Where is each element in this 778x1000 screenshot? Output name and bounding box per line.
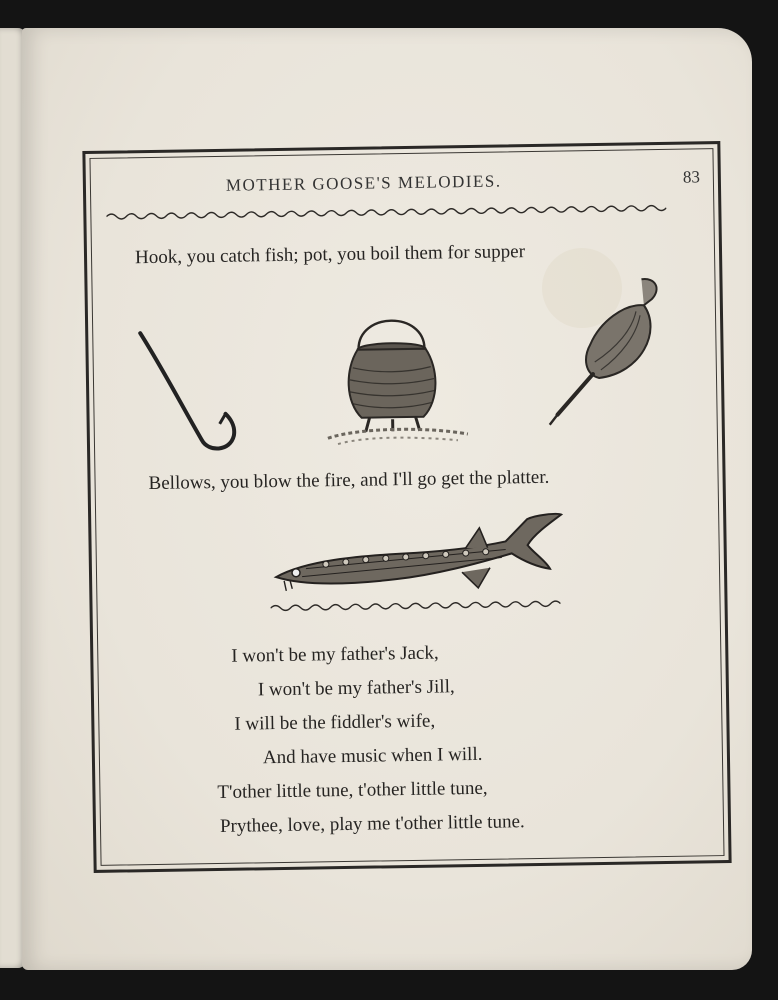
sturgeon-fish-icon (265, 511, 566, 606)
poem-line-6: Prythee, love, play me t'other little tune. (219, 811, 525, 837)
cooking-pot-icon (316, 308, 478, 450)
poem-line-1: I won't be my father's Jack, (231, 642, 439, 667)
caption-hook-pot: Hook, you catch fish; pot, you boil them for supper (134, 241, 526, 269)
fish-hook-icon (132, 328, 244, 460)
poem-line-4: And have music when I will. (262, 743, 483, 769)
book-page (22, 28, 752, 970)
poem-line-2: I won't be my father's Jill, (257, 676, 455, 701)
poem-line-3: I will be the fiddler's wife, (234, 710, 436, 735)
caption-bellows: Bellows, you blow the fire, and I'll go get the platter. (148, 466, 550, 495)
page-number: 83 (682, 167, 700, 187)
page-border-frame (82, 141, 731, 873)
bellows-icon (539, 273, 671, 435)
poem-line-5: T'other little tune, t'other little tune, (217, 777, 488, 804)
running-title: MOTHER GOOSE'S MELODIES. (225, 171, 502, 195)
